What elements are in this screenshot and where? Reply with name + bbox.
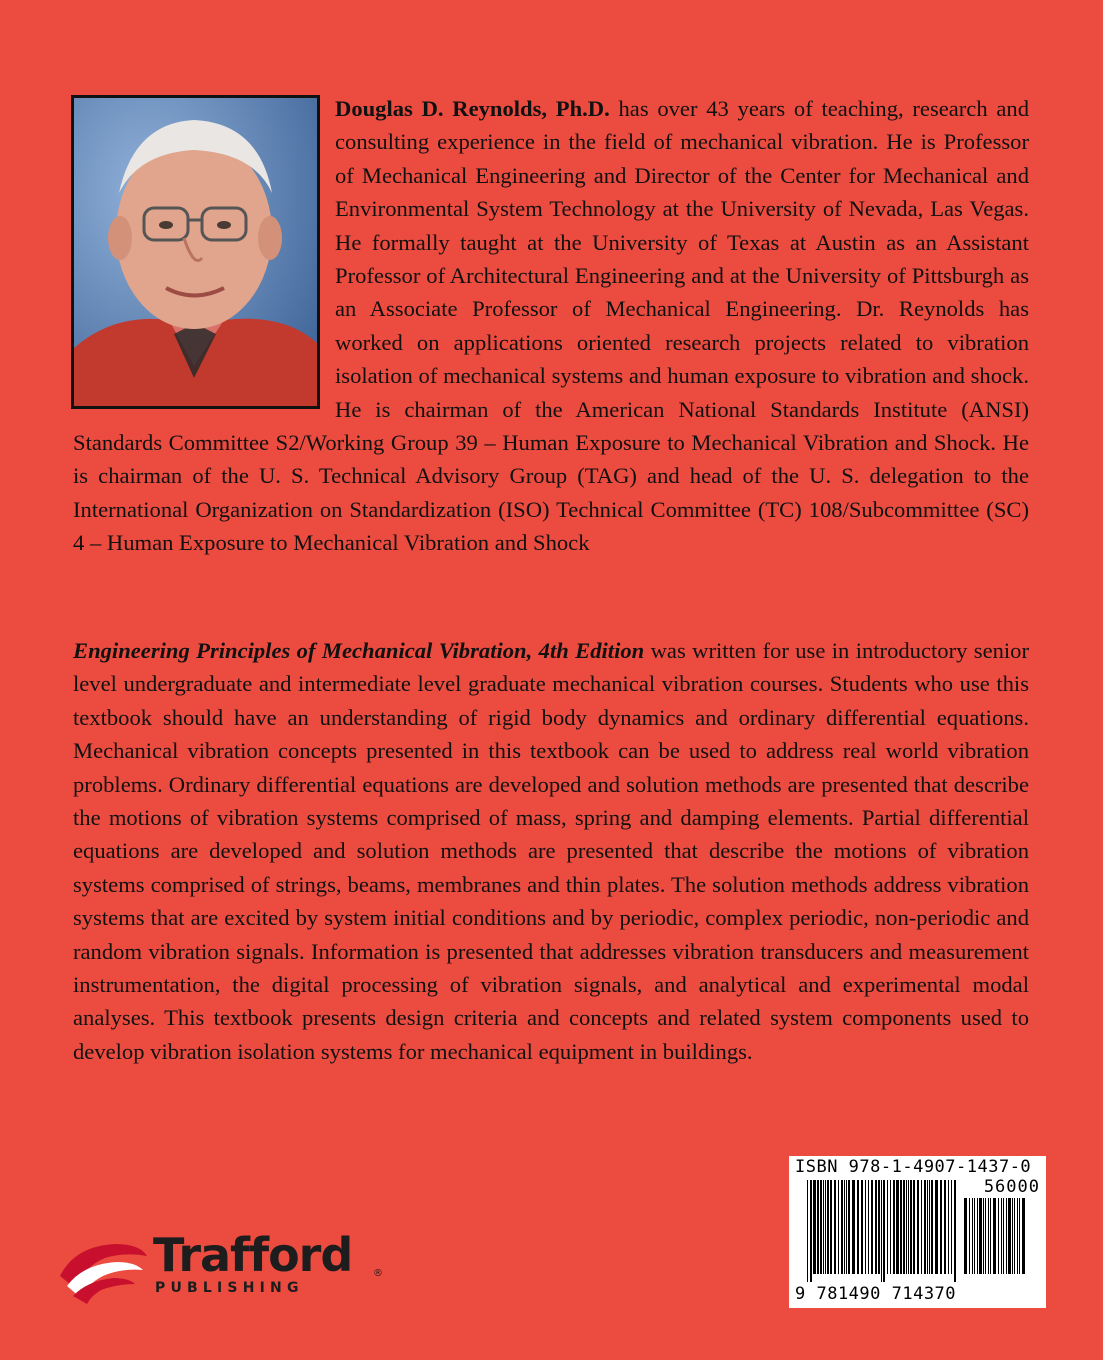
book-title: Engineering Principles of Mechanical Vibration, 4th Edition	[73, 638, 645, 663]
publisher-name: Trafford	[153, 1228, 353, 1282]
author-bio	[73, 92, 1029, 560]
isbn-label: ISBN 978-1-4907-1437-0	[795, 1157, 1032, 1177]
addon-barcode-bars-icon	[964, 1198, 1026, 1282]
registered-mark: ®	[373, 1268, 383, 1279]
barcode-bars-icon	[807, 1180, 957, 1282]
book-description	[73, 634, 1029, 1068]
author-bio-text: has over 43 years of teaching, research and consulting experience in the field of mechanical vibration. He is Professor of Mechanical Engineering and Director of the Center for Mechanical and Environmental System Technology at the University of Nevada, Las Vegas. He formally taught at the University of Texas at Austin as an Assistant Professor of Architectural Engineering and at the University of Pittsburgh as an Associate Professor of Mechanical Engineering. Dr. Reynolds has worked on applications oriented research projects related to vibration isolation of mechanical systems and human exposure to vibration and shock. He is chairman of the American National Standards Institute (ANSI) Standards Committee S2/Working Group 39 – Human Exposure to Mechanical Vibration and Shock. He is chairman of the U. S. Technical Advisory Group (TAG) and head of the U. S. delegation to the International Organization on Standardization (ISO) Technical Committee (TC) 108/Subcommittee (SC) 4 – Human Exposure to Mechanical Vibration and Shock	[73, 96, 1029, 556]
book-description-text: was written for use in introductory senior level undergraduate and intermediate level graduate mechanical vibration courses. Students who use this textbook should have an understanding of rigid body dynamics and ordinary differential equations. Mechanical vibration concepts presented in this textbook can be used to address real world vibration problems. Ordinary differential equations are developed and solution methods are presented that describe the motions of vibration systems comprised of mass, spring and damping elements. Partial differential equations are developed and solution methods are presented that describe the motions of vibration systems comprised of strings, beams, membranes and thin plates. The solution methods address vibration systems that are excited by system initial conditions and by periodic, complex periodic, non-periodic and random vibration signals. Information is presented that addresses vibration transducers and measurement instrumentation, the digital processing of vibration signals, and analytical and experimental modal analyses. This textbook presents design criteria and concepts and related system components used to develop vibration isolation systems for mechanical equipment in buildings.	[73, 638, 1029, 1064]
price-code: 56000	[983, 1177, 1040, 1197]
isbn-barcode	[789, 1156, 1046, 1308]
trafford-swoosh-icon	[55, 1226, 150, 1306]
publisher-logo	[55, 1226, 395, 1306]
barcode-number: 9 781490 714370	[795, 1284, 957, 1304]
author-name: Douglas D. Reynolds, Ph.D.	[335, 96, 610, 121]
publisher-tagline: PUBLISHING	[155, 1280, 304, 1296]
